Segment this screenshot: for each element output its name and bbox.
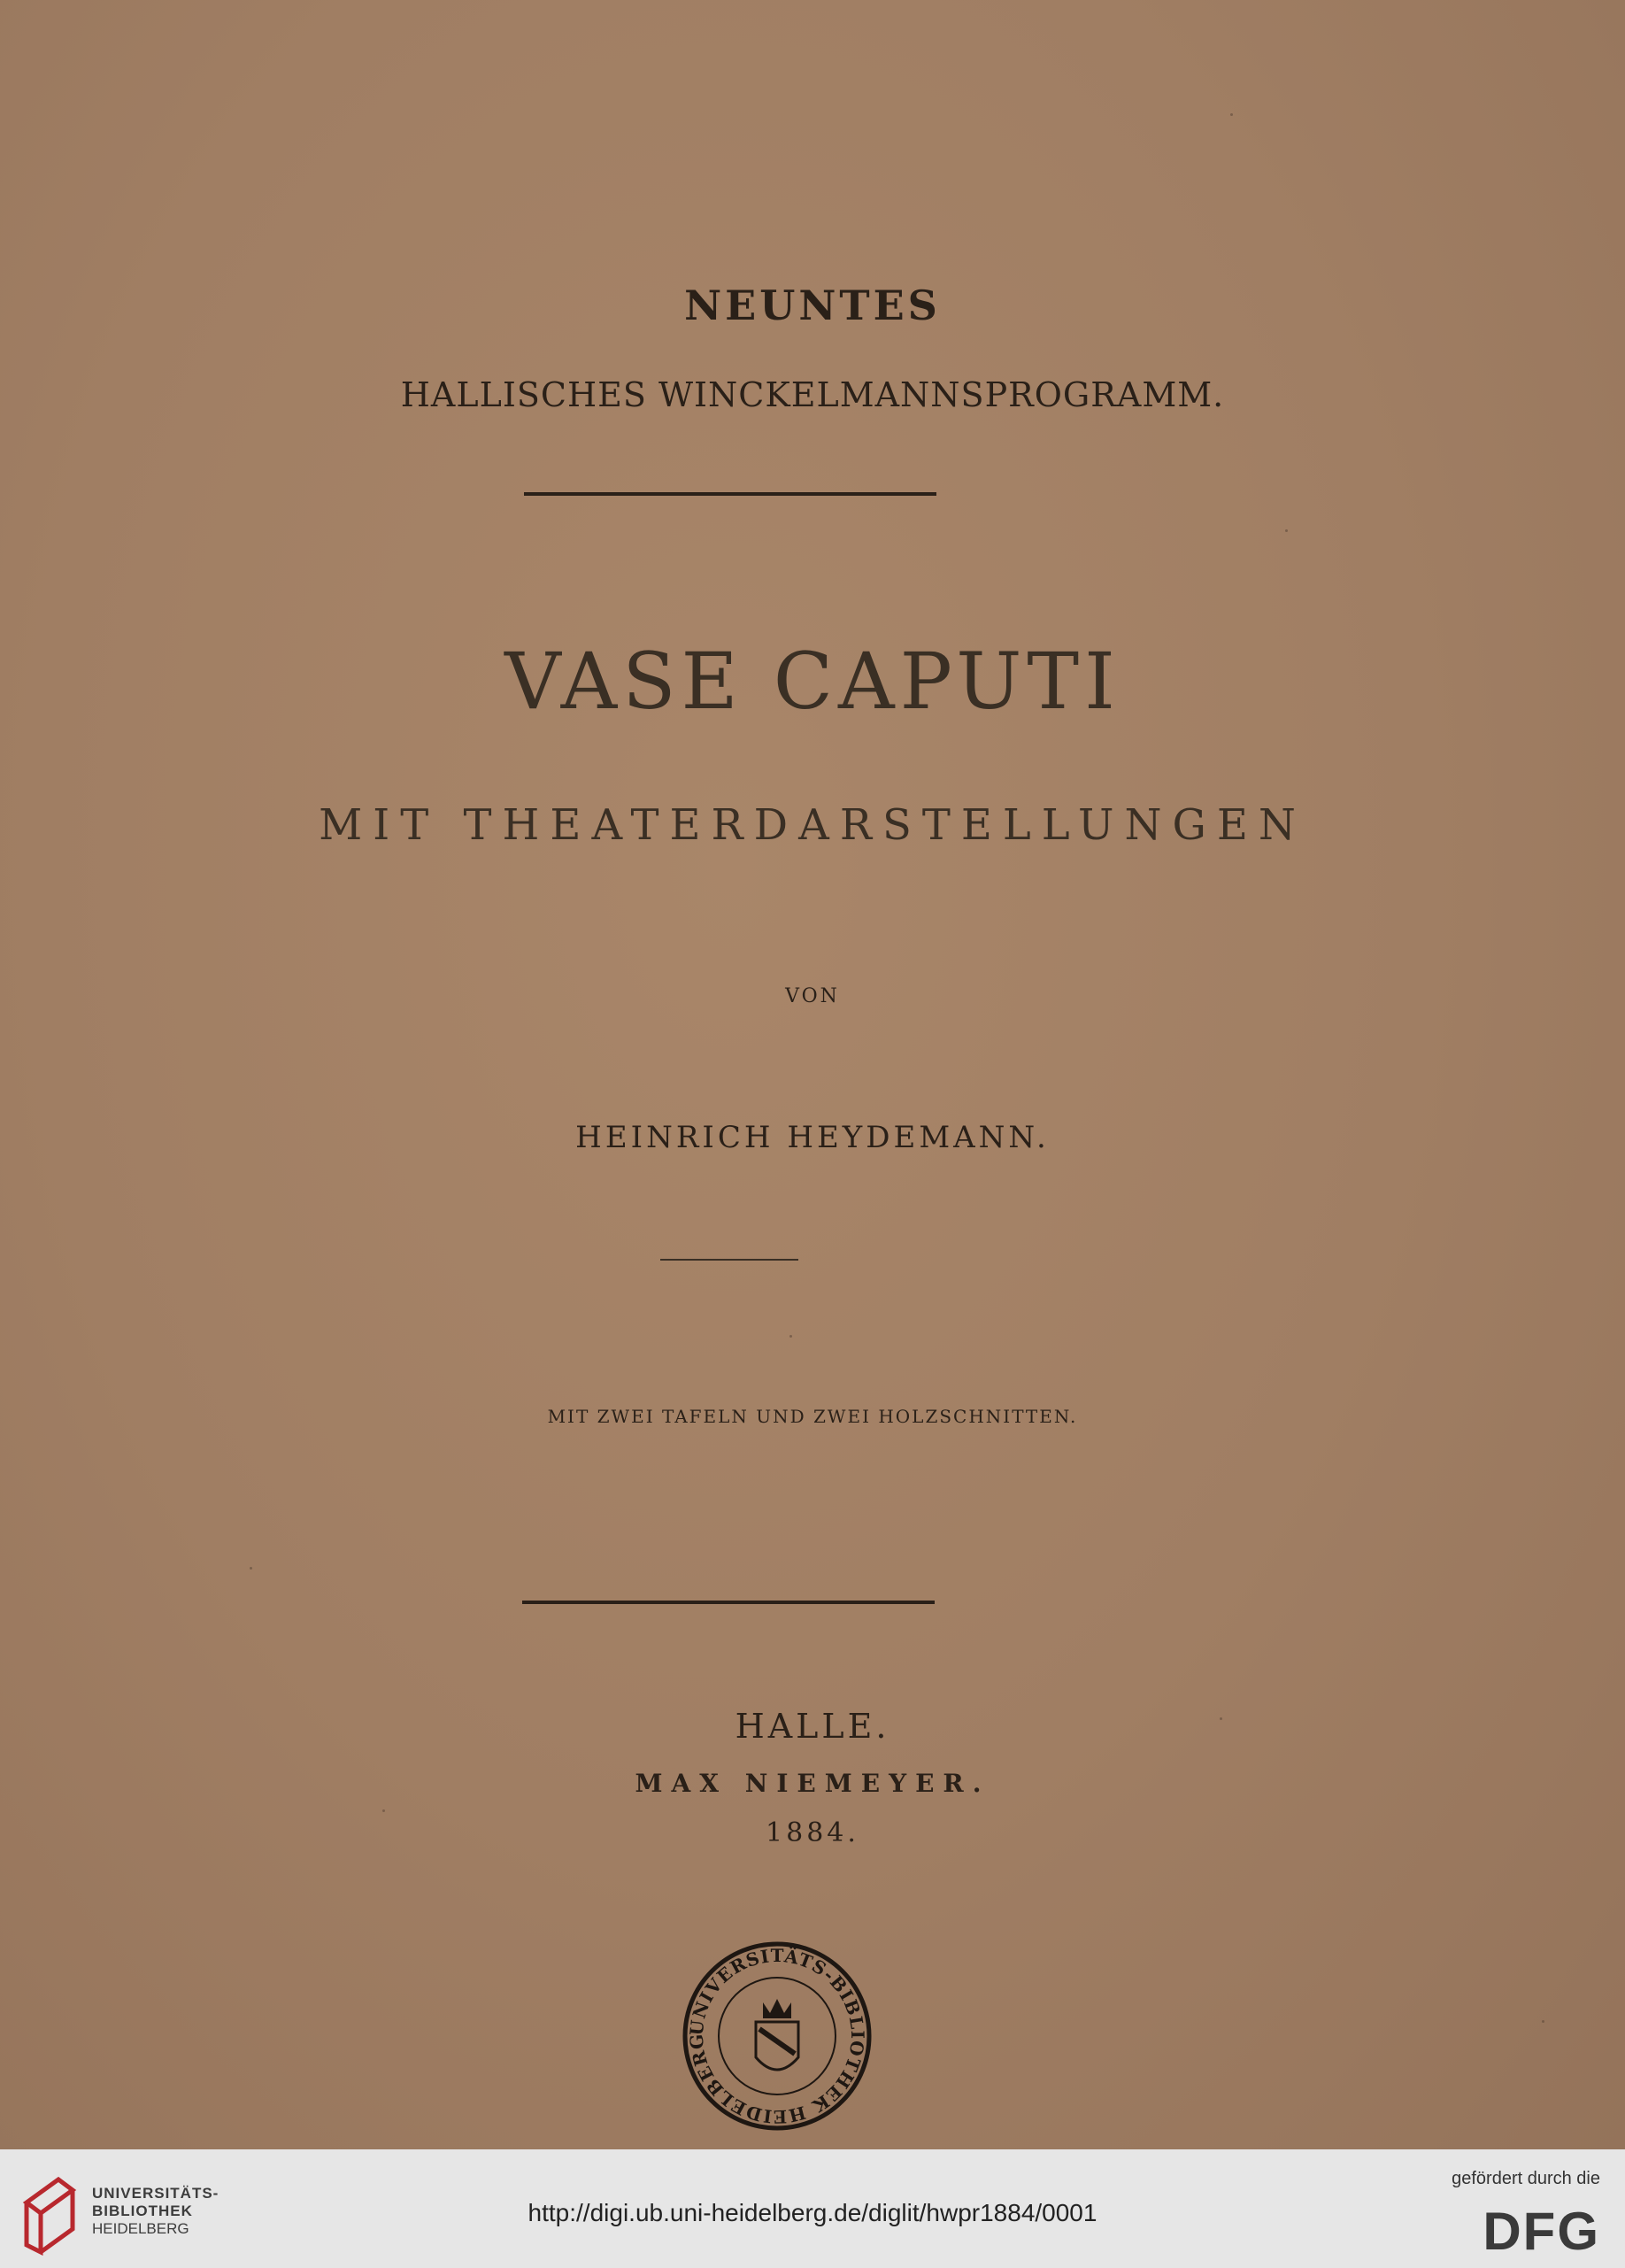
byline-label: VON — [785, 985, 840, 1007]
library-name-line: BIBLIOTHEK — [92, 2202, 193, 2219]
paper-speck — [1285, 529, 1288, 532]
paper-speck — [1542, 2020, 1544, 2023]
stamp-text: UNIVERSITÄTS-BIBLIOTHEK HEIDELBERG — [685, 1944, 869, 2128]
funding-label: gefördert durch die — [1452, 2169, 1600, 2188]
dfg-logo: DFG — [1483, 2202, 1600, 2261]
permalink-url[interactable]: http://digi.ub.uni-heidelberg.de/diglit/hwpr1884/0001 — [528, 2199, 1097, 2226]
crown-icon — [763, 1999, 791, 2018]
paper-speck — [382, 1809, 385, 1812]
footer-bar — [0, 2149, 1625, 2268]
author-name: HEINRICH HEYDEMANN. — [575, 1120, 1050, 1155]
page-subtitle: MIT THEATERDARSTELLUNGEN — [319, 800, 1306, 850]
divider-rule — [522, 1601, 935, 1604]
paper-speck — [789, 1335, 792, 1338]
library-stamp — [682, 1940, 873, 2132]
illustrations-note: MIT ZWEI TAFELN UND ZWEI HOLZSCHNITTEN. — [547, 1406, 1078, 1427]
publication-place: HALLE. — [735, 1707, 890, 1746]
library-name-line: HEIDELBERG — [92, 2220, 189, 2237]
paper-speck — [1230, 113, 1233, 116]
publisher-name: MAX NIEMEYER. — [635, 1769, 990, 1798]
library-name-line: UNIVERSITÄTS- — [92, 2185, 219, 2202]
publication-year: 1884. — [766, 1817, 859, 1848]
page-title: VASE CAPUTI — [504, 636, 1121, 727]
divider-rule — [524, 492, 936, 496]
paper-speck — [250, 1567, 252, 1570]
series-number: NEUNTES — [684, 282, 941, 329]
series-name: HALLISCHES WINCKELMANNSPROGRAMM. — [400, 375, 1225, 414]
short-divider-rule — [660, 1259, 798, 1261]
